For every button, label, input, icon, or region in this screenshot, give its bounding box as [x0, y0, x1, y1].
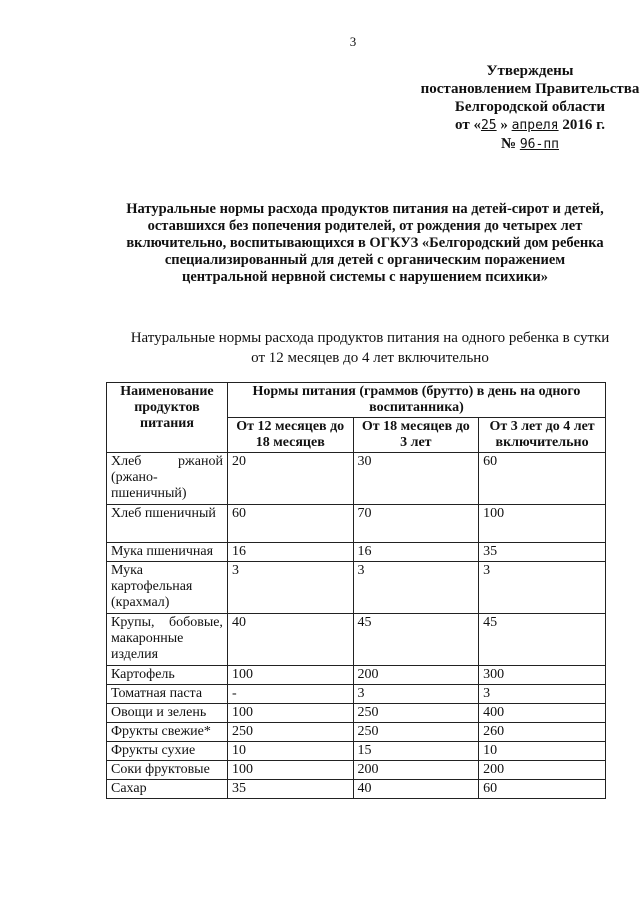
value-cell: 60 [479, 453, 606, 505]
value-cell: 30 [353, 453, 479, 505]
value-cell: 70 [353, 505, 479, 543]
value-cell: 100 [227, 761, 353, 780]
table-row [107, 543, 606, 562]
value-cell: 100 [227, 666, 353, 685]
product-name: Мука пшеничная [107, 543, 228, 562]
approval-line-1: Утверждены [486, 63, 574, 79]
product-name: Соки фруктовые [107, 761, 228, 780]
value-cell: 40 [353, 780, 479, 799]
date-mid: » [500, 117, 508, 133]
date-prefix: от « [455, 117, 481, 133]
value-cell: 16 [353, 543, 479, 562]
value-cell: 40 [227, 614, 353, 666]
date-year: 2016 г. [562, 117, 605, 133]
value-cell: 35 [227, 780, 353, 799]
table-row [107, 742, 606, 761]
table-row [107, 685, 606, 704]
page-number: 3 [349, 34, 357, 49]
value-cell: 3 [227, 562, 353, 614]
table-row [107, 704, 606, 723]
value-cell: 400 [479, 704, 606, 723]
product-name: Мука картофельная (крахмал) [107, 562, 228, 614]
value-cell: 60 [227, 505, 353, 543]
table-row [107, 453, 606, 505]
value-cell: 200 [353, 666, 479, 685]
value-cell: 3 [479, 562, 606, 614]
header-col-1: От 12 месяцев до 18 месяцев [227, 418, 353, 453]
value-cell: 35 [479, 543, 606, 562]
value-cell: - [227, 685, 353, 704]
product-name: Овощи и зелень [107, 704, 228, 723]
value-cell: 15 [353, 742, 479, 761]
table-row [107, 761, 606, 780]
value-cell: 250 [227, 723, 353, 742]
approval-line-3: Белгородской области [454, 99, 606, 115]
value-cell: 200 [479, 761, 606, 780]
product-name: Фрукты сухие [107, 742, 228, 761]
header-col-3: От 3 лет до 4 лет включительно [479, 418, 606, 453]
title-line: включительно, воспитывающихся в ОГКУЗ «Белгородский дом ребенка [126, 235, 604, 251]
approval-number [350, 135, 640, 154]
value-cell: 10 [227, 742, 353, 761]
caption-line: от 12 месяцев до 4 лет включительно [251, 350, 489, 366]
value-cell: 250 [353, 723, 479, 742]
value-cell: 100 [479, 505, 606, 543]
table-row [107, 780, 606, 799]
product-name: Фрукты свежие* [107, 723, 228, 742]
number-prefix: № [501, 136, 517, 152]
norms-table [106, 382, 606, 799]
number-value: 96-пп [519, 137, 559, 152]
title-line: оставшихся без попечения родителей, от рождения до четырех лет [147, 218, 583, 234]
header-product-name: Наименование продуктов питания [107, 383, 228, 453]
value-cell: 10 [479, 742, 606, 761]
value-cell: 250 [353, 704, 479, 723]
header-col-2: От 18 месяцев до 3 лет [353, 418, 479, 453]
value-cell: 100 [227, 704, 353, 723]
product-name: Сахар [107, 780, 228, 799]
table-row [107, 562, 606, 614]
title-line: Натуральные нормы расхода продуктов питания на детей-сирот и детей, [126, 201, 604, 217]
product-name: Картофель [107, 666, 228, 685]
header-norms-group: Нормы питания (граммов (брутто) в день на одного воспитанника) [227, 383, 605, 418]
product-name: Томатная паста [107, 685, 228, 704]
value-cell: 16 [227, 543, 353, 562]
document-title [95, 201, 635, 286]
date-month: апреля [511, 118, 559, 133]
value-cell: 200 [353, 761, 479, 780]
table-caption [90, 328, 640, 368]
date-day: 25 [480, 118, 497, 133]
product-name: Хлеб ржаной (ржано-пшеничный) [107, 453, 228, 505]
approval-block [350, 62, 640, 154]
value-cell: 300 [479, 666, 606, 685]
value-cell: 3 [479, 685, 606, 704]
table-row [107, 614, 606, 666]
table-row [107, 723, 606, 742]
product-name: Крупы, бобовые, макаронные изделия [107, 614, 228, 666]
caption-line: Натуральные нормы расхода продуктов питания на одного ребенка в сутки [130, 330, 610, 346]
approval-date [350, 116, 640, 135]
value-cell: 260 [479, 723, 606, 742]
value-cell: 3 [353, 562, 479, 614]
value-cell: 45 [353, 614, 479, 666]
table-row [107, 666, 606, 685]
table-row [107, 505, 606, 543]
value-cell: 45 [479, 614, 606, 666]
value-cell: 3 [353, 685, 479, 704]
approval-line-2: постановлением Правительства [420, 81, 640, 97]
title-line: специализированный для детей с органическим поражением [164, 252, 566, 268]
value-cell: 20 [227, 453, 353, 505]
value-cell: 60 [479, 780, 606, 799]
product-name: Хлеб пшеничный [107, 505, 228, 543]
title-line: центральной нервной системы с нарушением психики» [182, 269, 548, 285]
